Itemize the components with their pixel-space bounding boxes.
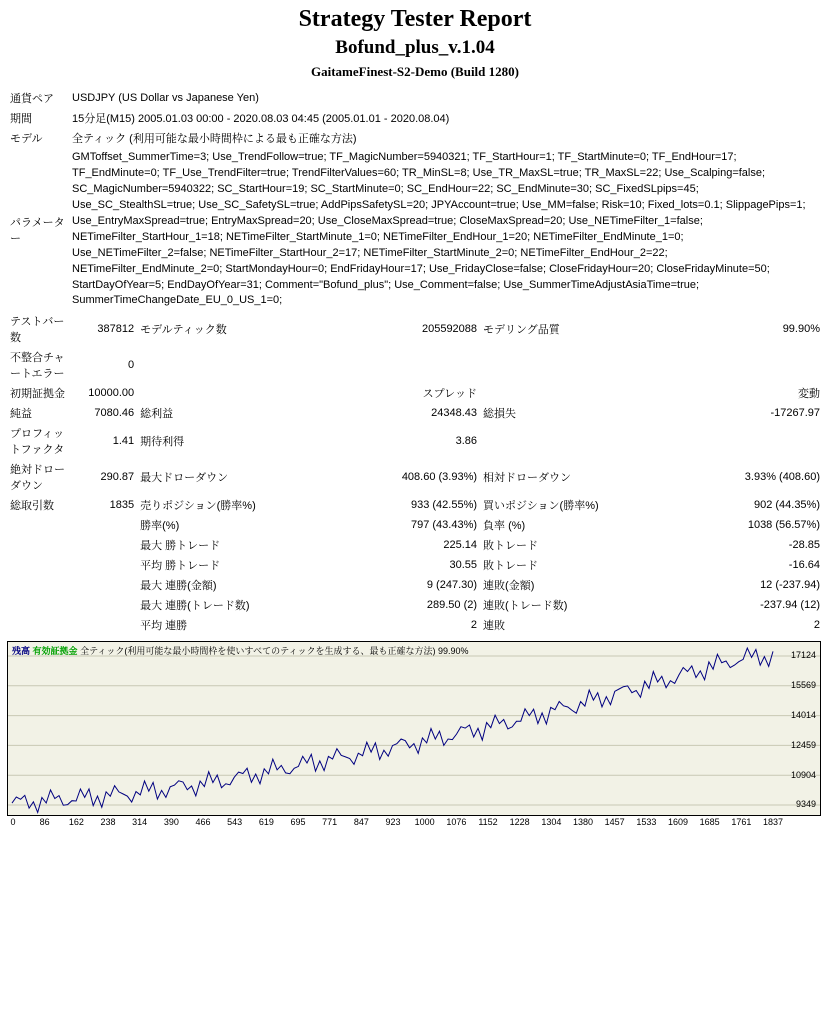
chart-x-tick: 1304 [541, 817, 562, 828]
table-row [7, 423, 823, 459]
chart-x-tick: 1533 [636, 817, 657, 828]
long-positions-label: 買いポジション(勝率%) [483, 500, 599, 513]
ticks-label: モデルティック数 [140, 324, 227, 337]
max-consec-wins-value: 9 (247.30) [426, 579, 478, 592]
chart-y-tick: 17124 [790, 650, 816, 661]
table-row [7, 575, 823, 595]
chart-y-tick: 14014 [790, 709, 816, 720]
abs-dd-value: 290.87 [100, 471, 135, 484]
mismatch-label: 不整合チャートエラー [10, 352, 65, 381]
table-row [7, 515, 823, 535]
chart-x-tick: 1076 [446, 817, 467, 828]
chart-x-tick: 1685 [699, 817, 720, 828]
table-row [7, 311, 823, 347]
short-positions-value: 933 (42.55%) [410, 499, 478, 512]
table-row [7, 148, 823, 311]
symbol-label: 通貨ペア [10, 93, 54, 105]
chart-x-tick: 1228 [509, 817, 530, 828]
table-row [7, 403, 823, 423]
chart-x-tick: 1457 [604, 817, 625, 828]
short-positions-label: 売りポジション(勝率%) [140, 500, 256, 513]
mismatch-value: 0 [128, 359, 135, 372]
win-rate-label: 勝率(%) [140, 520, 180, 533]
table-row [7, 495, 823, 515]
spread-value: 変動 [798, 388, 820, 401]
max-consec-win-amount-label: 最大 連勝(トレード数) [140, 600, 250, 613]
chart-x-tick: 466 [195, 817, 211, 828]
chart-x-tick: 390 [163, 817, 179, 828]
table-row [7, 88, 823, 108]
avg-consec-losses-label: 連敗 [483, 620, 506, 633]
avg-win-value: 30.55 [449, 559, 478, 572]
spread-label: スプレッド [422, 388, 478, 401]
chart-y-tick: 15569 [790, 680, 816, 691]
equity-chart [7, 641, 821, 816]
table-row [7, 459, 823, 495]
avg-win-label: 平均 勝トレード [140, 560, 221, 573]
max-win-label: 最大 勝トレード [140, 540, 221, 553]
chart-y-axis [774, 642, 818, 815]
max-consec-losses-label: 連敗(金額) [483, 580, 535, 593]
chart-x-tick: 695 [290, 817, 306, 828]
avg-loss-label: 敗トレード [483, 560, 539, 573]
legend-balance-label: 残高 [12, 646, 31, 657]
chart-x-tick: 771 [322, 817, 338, 828]
max-consec-loss-amount-value: -237.94 (12) [760, 599, 820, 612]
gross-profit-label: 総利益 [140, 408, 174, 421]
bars-label: テストバー数 [10, 316, 65, 345]
table-row [7, 595, 823, 615]
period-value: 15分足(M15) 2005.01.03 00:00 - 2020.08.03 04:45 (2005.01.01 - 2020.08.04) [72, 113, 450, 125]
avg-loss-value: -16.64 [788, 559, 820, 572]
chart-x-tick: 1152 [478, 817, 498, 828]
chart-x-tick: 1761 [731, 817, 752, 828]
period-label: 期間 [10, 113, 32, 125]
ticks-value: 205592088 [421, 323, 478, 336]
max-consec-wins-label: 最大 連勝(金額) [140, 580, 217, 593]
max-consec-loss-amount-label: 連敗(トレード数) [483, 600, 568, 613]
quality-value: 99.90% [782, 323, 820, 336]
table-row [7, 347, 823, 383]
chart-x-tick: 847 [353, 817, 369, 828]
max-dd-value: 408.60 (3.93%) [401, 471, 478, 484]
chart-x-tick: 619 [258, 817, 274, 828]
max-consec-losses-value: 12 (-237.94) [760, 579, 820, 592]
report-header [0, 0, 830, 88]
expected-payoff-value: 3.86 [455, 435, 478, 448]
chart-x-tick: 1609 [667, 817, 689, 828]
max-loss-label: 敗トレード [483, 540, 539, 553]
chart-y-tick: 9349 [795, 799, 816, 810]
profit-factor-value: 1.41 [112, 435, 135, 448]
chart-y-tick: 10904 [790, 769, 816, 780]
total-trades-label: 総取引数 [10, 500, 54, 513]
avg-consec-wins-value: 2 [470, 619, 478, 632]
rel-dd-label: 相対ドローダウン [483, 472, 572, 485]
rel-dd-value: 3.93% (408.60) [744, 471, 820, 484]
abs-dd-label: 絶対ドローダウン [10, 464, 65, 493]
table-row [7, 535, 823, 555]
table-row [7, 383, 823, 403]
table-row [7, 108, 823, 128]
chart-y-tick: 12459 [790, 739, 816, 750]
page-title: Strategy Tester Report [298, 6, 532, 32]
parameters-value: GMToffset_SummerTime=3; Use_TrendFollow=true; TF_MagicNumber=5940321; TF_StartHour=1; TF_StartMinute=0; TF_EndHour=17; TF_EndMinute=0; TF_Use_TrendFilter=true; TrendFilterValues=60; TR_MinSL=8; Use_TR_MaxSL=true; TR_MaxSL=22; Use_Scalping=false; SC_MagicNumber=5940322; SC_StartHour=19; SC_StartMinute=0; SC_EndHour=22; SC_EndMinute=30; SC_FixedSLpips=45; Use_SC_StealthSL=true; Use_SC_SafetySL=true; AddPipsSafetySL=20; JPYAccount=true; Use_MM=false; Risk=10; Fixed_lots=0.1; SlippagePips=1; Use_EntryMaxSpread=true; EntryMaxSpread=20; Use_CloseMaxSpread=true; CloseMaxSpread=20; Use_NETimeFilter_1=false; NETimeFilter_StartHour_1=18; NETimeFilter_StartMinute_1=0; NETimeFilter_EndHour_1=20; NETimeFilter_EndMinute_1=0; Use_NETimeFilter_2=false; NETimeFilter_StartHour_2=17; NETimeFilter_StartMinute_2=0; NETimeFilter_EndHour_2=22; NETimeFilter_EndMinute_2=0; StartMondayHour=0; EndFridayHour=17; Use_FridayClose=false; CloseFridayHour=20; CloseFridayMinute=50; StartDayOfYear=5; EndDayOfYear=31; Comment="Bofund_plus"; Use_Comment=false; Use_SummerTimeAdjustAsiaTime=true; SummerTimeChangeDate_EU_0_US_1=0; [72, 151, 806, 307]
quality-label: モデリング品質 [483, 324, 560, 337]
avg-consec-wins-label: 平均 連勝 [140, 620, 188, 633]
profit-factor-label: プロフィットファクタ [10, 428, 65, 457]
net-profit-value: 7080.46 [94, 407, 135, 420]
chart-x-tick: 162 [68, 817, 84, 828]
chart-x-axis [7, 817, 821, 831]
gross-loss-label: 総損失 [483, 408, 517, 421]
table-row [7, 128, 823, 148]
deposit-value: 10000.00 [88, 387, 135, 400]
legend-note: 全ティック(利用可能な最小時間枠を使いすべてのティックを生成する、最も正確な方法) 99.90% [80, 646, 469, 657]
gross-profit-value: 24348.43 [431, 407, 478, 420]
max-dd-label: 最大ドローダウン [140, 472, 229, 485]
expert-name: Bofund_plus_v.1.04 [335, 37, 495, 58]
max-win-value: 225.14 [443, 539, 478, 552]
expected-payoff-label: 期待利得 [140, 436, 185, 449]
chart-x-tick: 86 [39, 817, 50, 828]
chart-x-tick: 314 [132, 817, 148, 828]
chart-canvas [8, 642, 820, 815]
total-trades-value: 1835 [109, 499, 135, 512]
stats-table [7, 311, 823, 635]
max-consec-win-amount-value: 289.50 (2) [426, 599, 478, 612]
chart-x-tick: 1000 [414, 817, 435, 828]
broker-build: GaitameFinest-S2-Demo (Build 1280) [311, 64, 519, 79]
table-row [7, 555, 823, 575]
model-value: 全ティック (利用可能な最小時間枠による最も正確な方法) [72, 133, 357, 145]
chart-x-tick: 1837 [762, 817, 784, 828]
chart-x-tick: 923 [385, 817, 401, 828]
symbol-value: USDJPY (US Dollar vs Japanese Yen) [72, 92, 259, 104]
loss-rate-label: 負率 (%) [483, 520, 526, 533]
net-profit-label: 純益 [10, 408, 32, 421]
model-label: モデル [10, 133, 43, 145]
bars-value: 387812 [97, 323, 135, 336]
long-positions-value: 902 (44.35%) [753, 499, 820, 512]
deposit-label: 初期証拠金 [10, 388, 65, 401]
chart-x-tick: 543 [227, 817, 243, 828]
legend-equity-label: 有効証拠金 [32, 646, 78, 657]
table-row [7, 615, 823, 635]
avg-consec-losses-value: 2 [813, 619, 820, 632]
gross-loss-value: -17267.97 [770, 407, 820, 420]
info-table [7, 88, 823, 311]
loss-rate-value: 1038 (56.57%) [747, 519, 820, 532]
parameters-label: パラメーター [10, 216, 65, 245]
chart-x-tick: 0 [10, 817, 16, 828]
chart-x-tick: 238 [100, 817, 116, 828]
win-rate-value: 797 (43.43%) [410, 519, 478, 532]
max-loss-value: -28.85 [788, 539, 820, 552]
chart-x-tick: 1380 [572, 817, 594, 828]
